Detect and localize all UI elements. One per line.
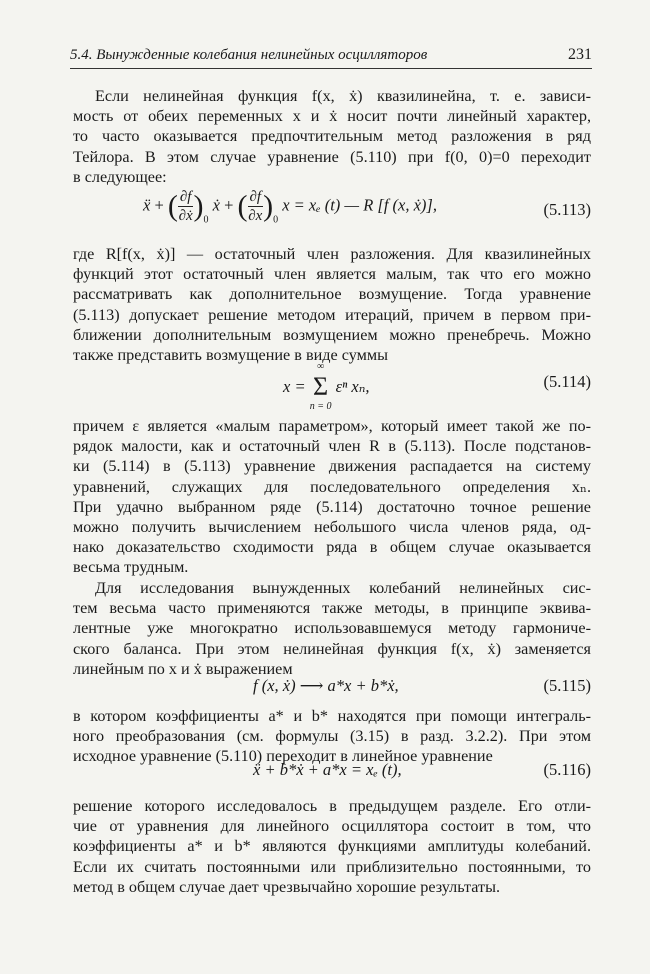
equation-body: f (x, ẋ) ⟶ a*x + b*ẋ, xyxy=(253,676,399,695)
fraction-denominator: ∂ẋ xyxy=(178,208,193,224)
text-line: Если нелинейная функция f(x, ẋ) квазилинейна, т. е. зависи- xyxy=(95,87,591,105)
paragraph-3 xyxy=(73,416,591,578)
text-line: При удачно выбранном ряде (5.114) достаточно точное решение xyxy=(73,497,591,516)
paragraph-2 xyxy=(73,244,591,365)
sum-upper-limit: ∞ xyxy=(317,361,325,372)
running-header xyxy=(70,46,592,64)
fraction-numerator: ∂f xyxy=(179,189,192,205)
equation-number: (5.116) xyxy=(543,760,591,779)
equation-5-116 xyxy=(73,760,591,790)
text-line: Если их считать постоянными или приблизительно постоянными, то xyxy=(73,857,591,876)
text-line: линейным по x и ẋ выражением xyxy=(73,659,293,678)
sum-symbol xyxy=(310,360,332,414)
text-line: где R[f(x, ẋ)] — остаточный член разложения. Для квазилинейных xyxy=(73,245,591,263)
equation-lhs: x = xyxy=(283,377,306,396)
paragraph-4 xyxy=(73,578,591,679)
text-line: чие от уравнения для линейного осциллятора состоит в том, что xyxy=(73,817,591,836)
sigma: Σ xyxy=(313,372,329,401)
equation-5-114 xyxy=(73,360,591,412)
text-line: коэффициенты a* и b* являются функциями амплитуды колебаний. xyxy=(73,837,591,856)
text-line: Для исследования вынужденных колебаний нелинейных сис- xyxy=(95,579,591,597)
equation-number: (5.115) xyxy=(543,676,591,695)
text-line: Тейлора. В этом случае уравнение (5.110) при f(0, 0)=0 переходит xyxy=(73,147,591,166)
text-line: также представить возмущение в виде суммы xyxy=(73,346,388,365)
text-line: нако доказательство сходимости ряда в общем случае оказывается xyxy=(73,538,591,557)
text-line: то часто оказывается предпочтительным метод разложения в ряд xyxy=(73,127,591,146)
text-line: в котором коэффициенты a* и b* находятся при помощи интеграль- xyxy=(73,707,591,725)
text-line: ближении дополнительным возмущением можно пренебречь. Можно xyxy=(73,325,591,344)
text-line: рядок малости, как и остаточный член R в (5.113). После подстанов- xyxy=(73,437,591,456)
header-rule xyxy=(70,68,592,69)
page-number: 231 xyxy=(568,46,592,63)
equation-5-113 xyxy=(73,188,591,232)
text-line: (5.113) допускает решение методом итераций, причем в первом при- xyxy=(73,305,591,324)
text-line: метод в общем случае дает чрезвычайно хорошие результаты. xyxy=(73,877,501,896)
text-line: весьма трудным. xyxy=(73,558,189,577)
fraction-denominator: ∂x xyxy=(248,208,263,224)
text-line: можно получить вычислением небольшого числа членов ряда, од- xyxy=(73,518,591,537)
text-line: функций этот остаточный член является малым, так что его можно xyxy=(73,265,591,284)
text-line: мость от обеих переменных x и ẋ носит почти линейный характер, xyxy=(73,107,591,126)
paragraph-1 xyxy=(73,86,591,187)
text-line: решение которого исследовалось в предыдущем разделе. Его отли- xyxy=(73,797,591,815)
sum-lower-limit: n = 0 xyxy=(309,401,332,412)
text-line: исходное уравнение (5.110) переходит в линейное уравнение xyxy=(73,747,493,766)
equation-5-115 xyxy=(73,676,591,706)
text-line: причем ε является «малым параметром», который имеет такой же по- xyxy=(73,417,591,435)
paragraph-6 xyxy=(73,796,591,897)
equation-number: (5.113) xyxy=(543,200,591,219)
equation-body xyxy=(283,360,370,414)
paragraph-5 xyxy=(73,706,591,767)
section-title: 5.4. Вынужденные колебания нелинейных осцилляторов xyxy=(70,47,428,63)
text-line: ского баланса. При этом нелинейная функция f(x, ẋ) заменяется xyxy=(73,639,591,658)
text-line: в следующее: xyxy=(73,167,167,186)
equation-rhs: εⁿ xₙ, xyxy=(335,377,370,396)
equation-number: (5.114) xyxy=(543,372,591,391)
equation-rhs: x = xₑ (t) — R [f (x, ẋ)], xyxy=(282,195,437,215)
text-line: лентные уже многократно использовавшемуся методу гармониче- xyxy=(73,619,591,638)
equation-body: ẍ + ( $\frac{\partial f}{\text{∂ẋ}}$ )$_0$ ẋ + ( $\frac{\partial f}{\partial x}$ )$_0$ x = xₑ (t) — R [f (x, ẋ)], xyxy=(143,189,437,226)
text-line: ного преобразования (см. формулы (3.15) в разд. 3.2.2). При этом xyxy=(73,727,591,746)
text-line: тем весьма часто применяются также методы, в принципе эквива- xyxy=(73,599,591,618)
text-line: уравнений, служащих для последовательного определения xₙ. xyxy=(73,477,591,496)
text-line: рассматривать как дополнительное возмущение. Тогда уравнение xyxy=(73,285,591,304)
equation-body: ẍ + b*ẋ + a*x = xₑ (t), xyxy=(253,760,402,779)
fraction-numerator: ∂f xyxy=(249,189,262,205)
text-line: ки (5.114) в (5.113) уравнение движения распадается на систему xyxy=(73,457,591,476)
